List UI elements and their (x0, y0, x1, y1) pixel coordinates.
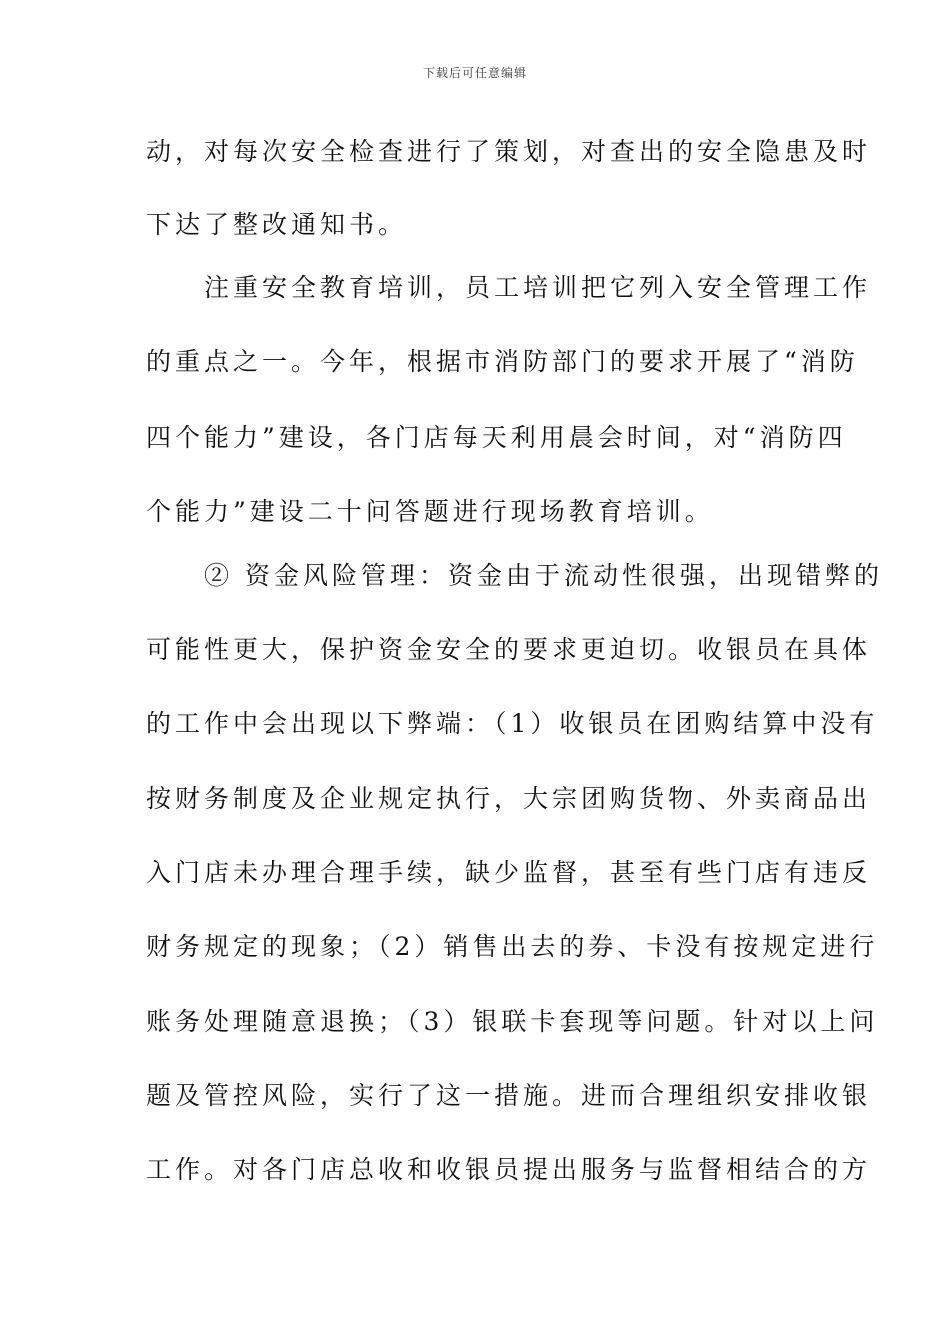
body-line: 注重安全教育培训，员工培训把它列入安全管理工作 (146, 273, 872, 302)
body-line: 入门店未办理合理手续，缺少监督，甚至有些门店有违反 (146, 858, 872, 887)
body-line: ② 资金风险管理：资金由于流动性很强，出现错弊的 (146, 561, 883, 590)
body-line: 可能性更大，保护资金安全的要求更迫切。收银员在具体 (146, 635, 872, 664)
body-line: 按财务制度及企业规定执行，大宗团购货物、外卖商品出 (146, 784, 872, 813)
body-line: 个能力”建设二十问答题进行现场教育培训。 (146, 497, 714, 526)
body-line: 的工作中会出现以下弊端：（1）收银员在团购结算中没有 (146, 709, 879, 738)
body-line: 工作。对各门店总收和收银员提出服务与监督相结合的方 (146, 1155, 872, 1184)
body-line: 的重点之一。今年，根据市消防部门的要求开展了“消防 (146, 347, 859, 376)
page-header: 下载后可任意编辑 (422, 66, 527, 80)
body-line: 题及管控风险，实行了这一措施。进而合理组织安排收银 (146, 1081, 872, 1110)
body-line: 财务规定的现象；（2）销售出去的券、卡没有按规定进行 (146, 932, 879, 961)
body-line: 动，对每次安全检查进行了策划，对查出的安全隐患及时 (146, 137, 872, 166)
body-line: 四个能力”建设，各门店每天利用晨会时间，对“消防四 (146, 423, 847, 452)
body-line: 下达了整改通知书。 (146, 210, 408, 239)
body-line: 账务处理随意退换；（3）银联卡套现等问题。针对以上问 (146, 1007, 879, 1036)
